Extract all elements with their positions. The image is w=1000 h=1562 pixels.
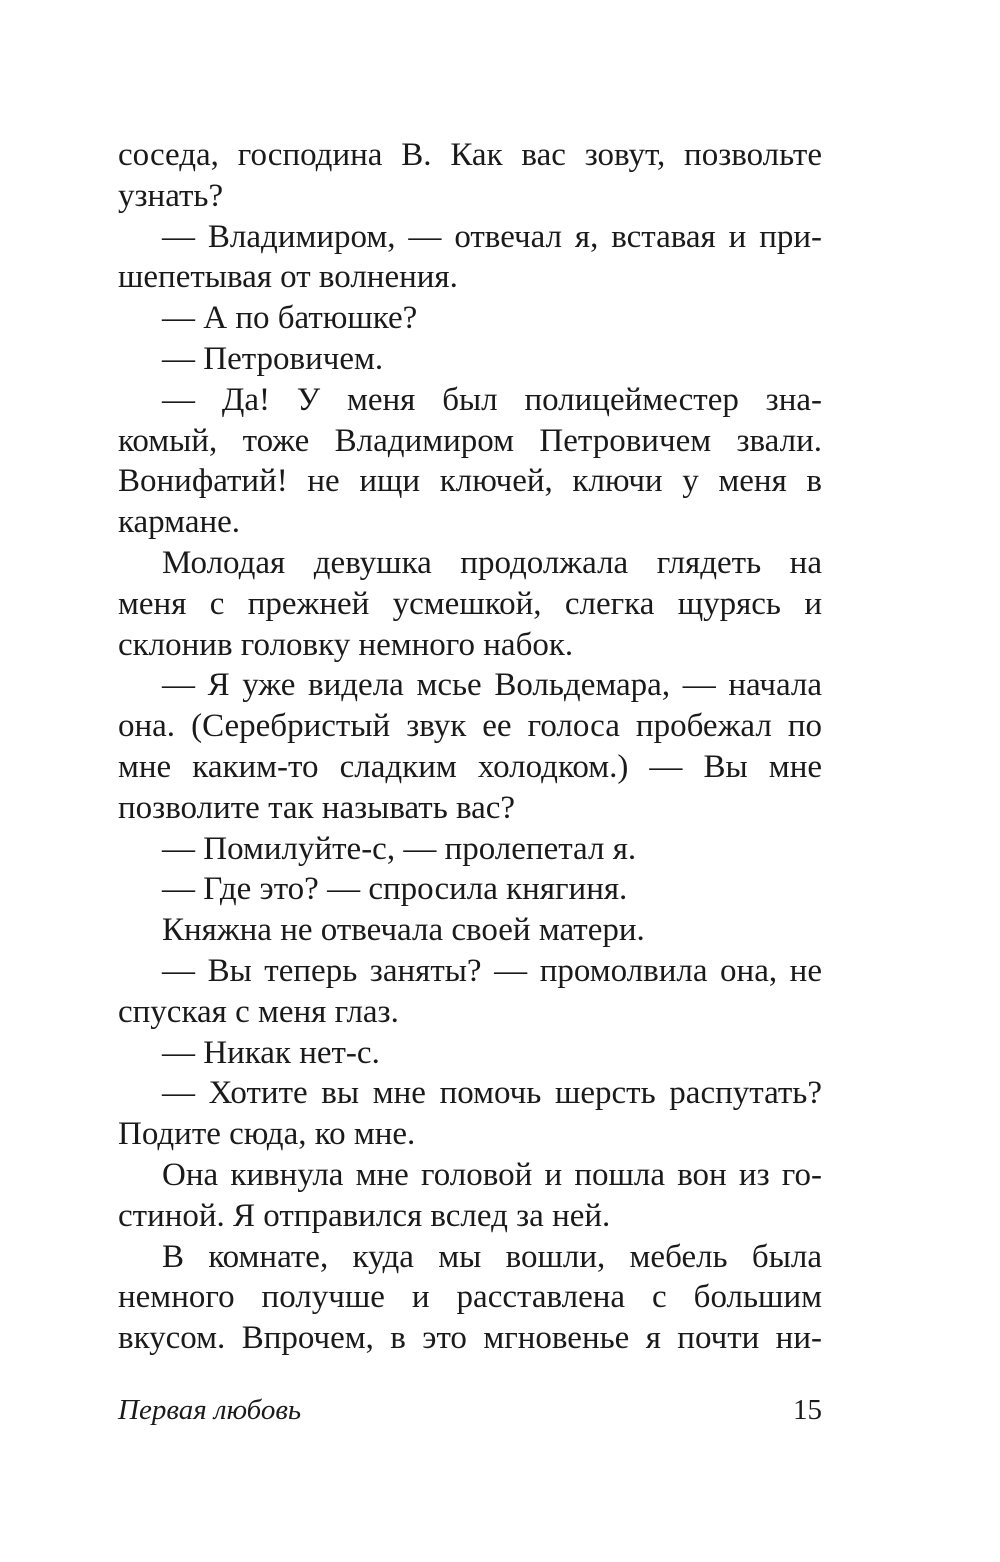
text-line: она. (Серебристый звук ее голоса пробежал по [118,708,822,745]
text-line: — Петровичем. [162,340,384,377]
text-line: Княжна не отвечала своей матери. [162,912,645,949]
page-footer [118,1390,822,1430]
text-line: узнать? [118,177,224,214]
text-line: — А по батюшке? [162,300,418,337]
text-line: вкусом. Впрочем, в это мгновенье я почти ни- [118,1320,822,1357]
text-line: кармане. [118,504,241,541]
text-line: — Хотите вы мне помочь шерсть распутать? [162,1075,822,1112]
text-line: — Помилуйте-с, — пролепетал я. [162,830,637,867]
text-line: Молодая девушка продолжала глядеть на [162,544,822,581]
text-line: комый, тоже Владимиром Петровичем звали. [118,422,822,459]
page-number: 15 [793,1394,822,1426]
text-line: немного получше и расставлена с большим [118,1279,822,1316]
text-line: — Никак нет-с. [162,1034,380,1071]
text-line: Вонифатий! не ищи ключей, ключи у меня в [118,463,822,500]
body-text [118,135,822,1359]
text-line: — Владимиром, — отвечал я, вставая и при- [162,218,822,255]
text-line: — Да! У меня был полицейместер зна- [162,381,822,418]
text-line: соседа, господина В. Как вас зовут, позвольте [118,137,822,173]
text-line: — Где это? — спросила княгиня. [162,871,628,908]
text-line: шепетывая от волнения. [118,259,458,296]
running-title: Первая любовь [118,1394,302,1426]
text-line: — Я уже видела мсье Вольдемара, — начала [162,667,822,704]
text-line: В комнате, куда мы вошли, мебель была [162,1238,822,1275]
text-line: склонив головку немного набок. [118,626,574,663]
text-line: Подите сюда, ко мне. [118,1116,416,1153]
text-line: спуская с меня глаз. [118,993,399,1030]
text-line: меня с прежней усмешкой, слегка щурясь и [118,585,822,622]
text-line: мне каким-то сладким холодком.) — Вы мне [118,748,822,785]
text-line: — Вы теперь заняты? — промолвила она, не [162,952,822,989]
text-line: Она кивнула мне головой и пошла вон из го- [162,1156,822,1193]
text-line: позволите так называть вас? [118,789,516,826]
text-line: стиной. Я отправился вслед за ней. [118,1197,611,1234]
